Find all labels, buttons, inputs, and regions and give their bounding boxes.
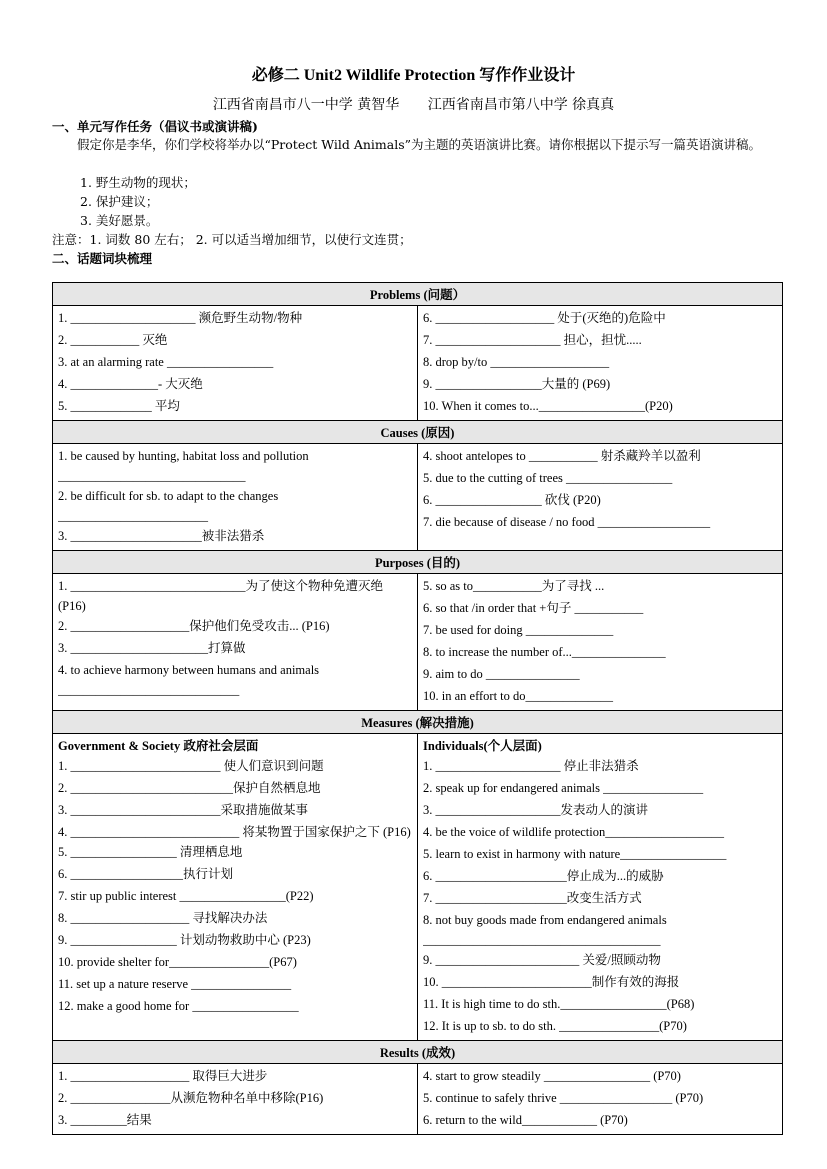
causes-item: 6. _________________ 砍伐 (P20) [423, 493, 601, 507]
measures-item: 4. be the voice of wildlife protection___________________ [423, 825, 724, 839]
causes-item: 3. _____________________被非法猎杀 [58, 529, 265, 543]
results-item: 2. ________________从濒危物种名单中移除(P16) [58, 1091, 324, 1105]
causes-item: 5. due to the cutting of trees _________________ [423, 471, 673, 485]
vocab-table [52, 282, 783, 1135]
measures-item: 8. not buy goods made from endangered animals ______________________________________ [423, 913, 667, 947]
task-point-2: 2. 保护建议； [80, 194, 159, 209]
problems-item: 1. ____________________ 濒危野生动物/物种 [58, 311, 303, 325]
purposes-item: 8. to increase the number of..._______________ [423, 645, 666, 659]
measures-item: 1. ____________________ 停止非法猎杀 [423, 759, 639, 773]
measures-item: 6. _____________________停止成为...的威胁 [423, 869, 664, 883]
measures-item: 6. __________________执行计划 [58, 867, 234, 881]
measures-item: 8. ___________________ 寻找解决办法 [58, 911, 268, 925]
measures-item: 7. stir up public interest _________________(P22) [58, 889, 314, 903]
problems-item: 7. ____________________ 担心，担忧..... [423, 333, 642, 347]
problems-item: 5. _____________ 平均 [58, 399, 180, 413]
results-item: 5. continue to safely thrive __________________ (P70) [423, 1091, 704, 1105]
results-item: 3. _________结果 [58, 1113, 152, 1127]
section-header-causes: Causes (原因) [53, 421, 783, 444]
results-item: 1. ___________________ 取得巨大进步 [58, 1069, 268, 1083]
task-point-3: 3. 美好愿景。 [80, 213, 159, 228]
problems-item: 10. When it comes to..._________________(P20) [423, 399, 673, 413]
problems-item: 8. drop by/to ___________________ [423, 355, 610, 369]
purposes-item: 10. in an effort to do______________ [423, 689, 614, 703]
problems-left [53, 306, 418, 421]
purposes-item: 7. be used for doing ______________ [423, 623, 614, 637]
problems-item: 2. ___________ 灭绝 [58, 333, 168, 347]
vocab-heading: 二、话题词块梳理 [52, 251, 153, 266]
task-prompt: 假定你是李华，你们学校将举办以“Protect Wild Animals”为主题的英语演讲比赛。请你根据以下提示写一篇英语演讲稿。 [77, 137, 762, 152]
purposes-item: 2. ___________________保护他们免受攻击... (P16) [58, 619, 330, 633]
purposes-right [418, 574, 783, 711]
measures-item: 9. _________________ 计划动物救助中心 (P23) [58, 933, 311, 947]
measures-item: 12. make a good home for _________________ [58, 999, 299, 1013]
purposes-item: 4. to achieve harmony between humans and animals _____________________________ [58, 663, 320, 697]
task-heading: 一、单元写作任务（倡议书或演讲稿) [52, 119, 258, 134]
purposes-item: 1. ____________________________为了使这个物种免遭灭绝 (P16) [58, 579, 384, 613]
causes-right [418, 444, 783, 551]
measures-item: 9. _______________________ 关爱/照顾动物 [423, 953, 661, 967]
measures-left [53, 734, 418, 1041]
measures-item: 1. ________________________ 使人们意识到问题 [58, 759, 324, 773]
section-header-problems: Problems (问题） [53, 283, 783, 306]
measures-government-subheading: Government & Society 政府社会层面 [58, 739, 259, 753]
authors-line [0, 94, 827, 114]
causes-left [53, 444, 418, 551]
measures-item: 5. learn to exist in harmony with nature_________________ [423, 847, 727, 861]
measures-item: 2. __________________________保护自然栖息地 [58, 781, 321, 795]
author-2: 江西省南昌市第八中学 徐真真 [427, 97, 615, 113]
measures-item: 3. ________________________采取措施做某事 [58, 803, 309, 817]
purposes-item: 5. so as to___________为了寻找 ... [423, 579, 605, 593]
measures-item: 7. _____________________改变生活方式 [423, 891, 642, 905]
problems-item: 3. at an alarming rate _________________ [58, 355, 274, 369]
task-note: 注意：1. 词数 80 左右； 2. 可以适当增加细节，以使行文连贯； [52, 232, 412, 247]
task-point-1: 1. 野生动物的现状； [80, 175, 196, 190]
results-item: 6. return to the wild____________ (P70) [423, 1113, 628, 1127]
results-left [53, 1064, 418, 1135]
measures-item: 12. It is up to sb. to do sth. ________________(P70) [423, 1019, 687, 1033]
section-header-results: Results (成效) [53, 1041, 783, 1064]
measures-item: 11. set up a nature reserve ________________ [58, 977, 292, 991]
purposes-item: 3. ______________________打算做 [58, 641, 246, 655]
measures-item: 10. provide shelter for________________(P67) [58, 955, 297, 969]
measures-individuals-subheading: Individuals(个人层面) [423, 739, 542, 753]
causes-item: 4. shoot antelopes to ___________ 射杀藏羚羊以盈利 [423, 449, 701, 463]
problems-right [418, 306, 783, 421]
document-title: 必修二 Unit2 Wildlife Protection 写作作业设计 [251, 67, 576, 84]
measures-item: 2. speak up for endangered animals ________________ [423, 781, 704, 795]
problems-item: 6. ___________________ 处于(灭绝的)危险中 [423, 311, 666, 325]
results-item: 4. start to grow steadily _________________ (P70) [423, 1069, 681, 1083]
purposes-left [53, 574, 418, 711]
section-header-measures: Measures (解决措施) [53, 711, 783, 734]
causes-item: 2. be difficult for sb. to adapt to the changes ________________________ [58, 489, 279, 523]
problems-item: 9. _________________大量的 (P69) [423, 377, 611, 391]
measures-item: 11. It is high time to do sth._________________(P68) [423, 997, 695, 1011]
measures-right [418, 734, 783, 1041]
section-header-purposes: Purposes (目的) [53, 551, 783, 574]
causes-item: 1. be caused by hunting, habitat loss and pollution ______________________________ [58, 449, 309, 483]
purposes-item: 6. so that /in order that +句子 ___________ [423, 601, 644, 615]
causes-item: 7. die because of disease / no food __________________ [423, 515, 711, 529]
measures-item: 3. ____________________发表动人的演讲 [423, 803, 649, 817]
results-right [418, 1064, 783, 1135]
measures-item: 5. _________________ 清理栖息地 [58, 845, 243, 859]
purposes-item: 9. aim to do _______________ [423, 667, 580, 681]
problems-item: 4. ______________- 大灭绝 [58, 377, 203, 391]
measures-item: 4. ___________________________ 将某物置于国家保护之下 (P16) [58, 825, 411, 839]
measures-item: 10. ________________________制作有效的海报 [423, 975, 680, 989]
author-1: 江西省南昌市八一中学 黄智华 [212, 97, 400, 113]
